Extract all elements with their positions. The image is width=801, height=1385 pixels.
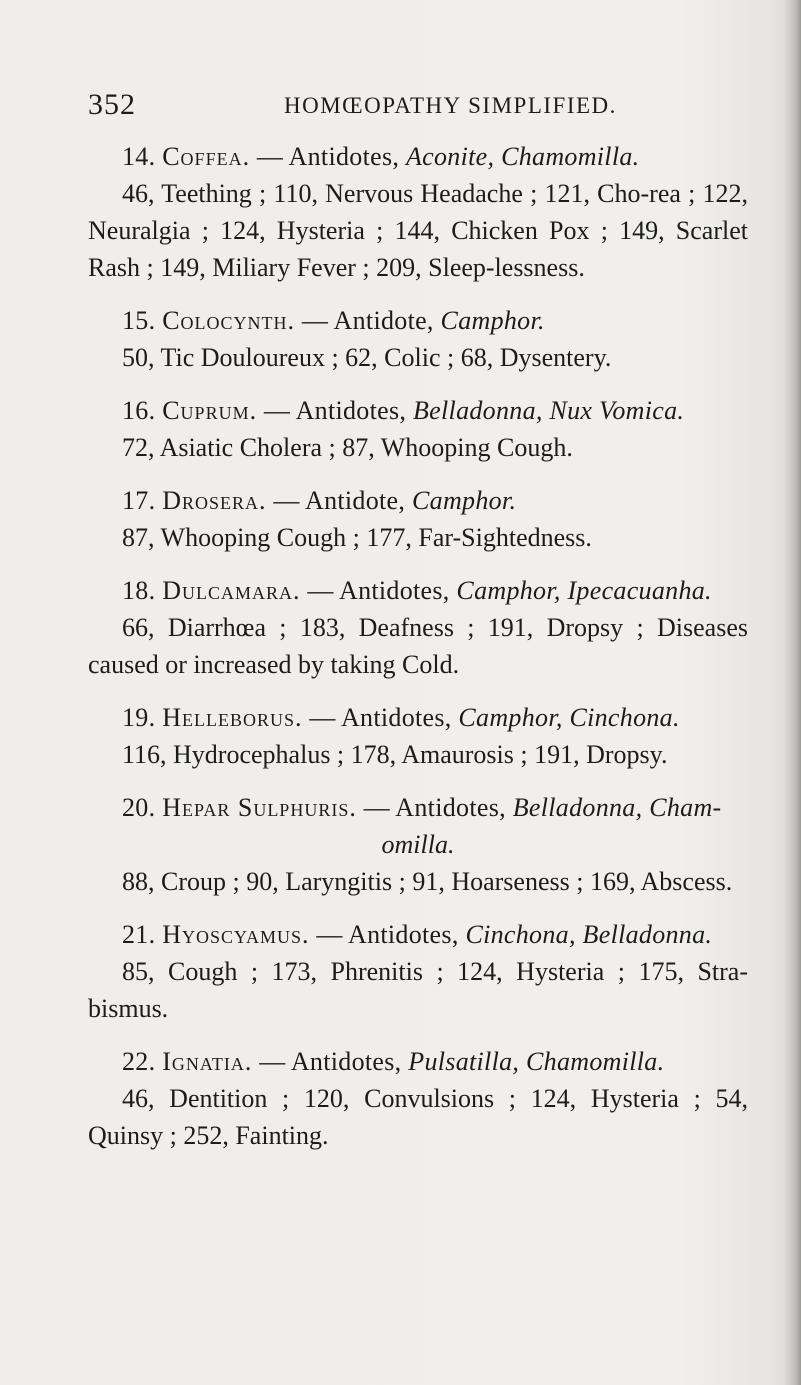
entry-heading [88,789,748,826]
entry-number: 20. [122,793,156,822]
page-header [88,88,748,128]
antidote-list: Camphor, Cinchona. [458,703,680,732]
antidote-label: — Antidote, [301,306,434,335]
remedy-name: Ignatia. [162,1047,253,1076]
entry-number: 15. [122,306,156,335]
remedy-name: Colocynth. [162,306,296,335]
remedy-name: Dulcamara. [162,576,301,605]
symptom-list: 46, Teething ; 110, Nervous Headache ; 121, Cho-rea ; 122, Neuralgia ; 124, Hysteria ; 144, Chicken Pox ; 149, Scarlet Rash ; 149, Miliary Fever ; 209, Sleep-lessness. [88,179,748,282]
remedy-name: Cuprum. [162,396,258,425]
antidote-list: Aconite, Chamomilla. [405,142,640,171]
entry-number: 21. [122,920,156,949]
remedy-name: Coffea. [162,142,251,171]
entry-heading [88,482,748,519]
antidote-label: — Antidotes, [256,142,400,171]
entry-number: 22. [122,1047,156,1076]
antidote-label: — Antidotes, [259,1047,402,1076]
antidote-list-continued: omilla. [381,830,455,859]
remedy-entry [88,302,748,376]
page-body [88,138,748,1170]
symptom-list: 87, Whooping Cough ; 177, Far-Sightedness. [122,523,592,552]
remedy-name: Hyoscyamus. [162,920,310,949]
remedy-entry [88,1043,748,1154]
entry-number: 17. [122,486,156,515]
entry-heading [88,138,748,175]
entry-heading [88,699,748,736]
remedy-entry [88,138,748,286]
entry-number: 19. [122,703,156,732]
remedy-entry [88,699,748,773]
entry-heading [88,572,748,609]
remedy-entry [88,482,748,556]
entry-number: 14. [122,142,156,171]
page-number: 352 [88,88,136,121]
entry-number: 18. [122,576,156,605]
antidote-list: Camphor. [440,306,545,335]
entry-number: 16. [122,396,156,425]
antidote-label: — Antidotes, [316,920,459,949]
antidote-list: Pulsatilla, Chamomilla. [408,1047,665,1076]
antidote-label: — Antidote, [273,486,406,515]
remedy-name: Helleborus. [162,703,303,732]
antidote-label: — Antidotes, [263,396,407,425]
symptom-list: 85, Cough ; 173, Phrenitis ; 124, Hysteria ; 175, Stra-bismus. [88,957,748,1023]
antidote-list: Belladonna, Nux Vomica. [413,396,685,425]
symptom-list: 46, Dentition ; 120, Convulsions ; 124, Hysteria ; 54, Quinsy ; 252, Fainting. [88,1084,748,1150]
remedy-name: Drosera. [162,486,267,515]
remedy-name: Hepar Sulphuris. [162,793,357,822]
entry-heading [88,302,748,339]
antidote-list: Camphor, Ipecacuanha. [456,576,712,605]
entry-heading [88,1043,748,1080]
entry-heading [88,916,748,953]
symptom-list: 116, Hydrocephalus ; 178, Amaurosis ; 191, Dropsy. [122,740,668,769]
symptom-list: 66, Diarrhœa ; 183, Deafness ; 191, Dropsy ; Diseases caused or increased by taking Cold. [88,613,748,679]
antidote-label: — Antidotes, [307,576,450,605]
remedy-entry [88,789,748,900]
remedy-entry [88,572,748,683]
antidote-list: Camphor. [412,486,517,515]
symptom-list: 50, Tic Douloureux ; 62, Colic ; 68, Dysentery. [122,343,612,372]
antidote-list: Cinchona, Belladonna. [465,920,713,949]
symptom-list: 88, Croup ; 90, Laryngitis ; 91, Hoarseness ; 169, Abscess. [122,867,733,896]
page-edge-shadow [783,0,801,1385]
remedy-entry [88,392,748,466]
entry-heading [88,392,748,429]
antidote-list: Belladonna, Cham- [512,793,722,822]
symptom-list: 72, Asiatic Cholera ; 87, Whooping Cough. [122,433,573,462]
antidote-label: — Antidotes, [309,703,452,732]
running-title: HOMŒOPATHY SIMPLIFIED. [284,93,617,118]
remedy-entry [88,916,748,1027]
antidote-label: — Antidotes, [363,793,506,822]
